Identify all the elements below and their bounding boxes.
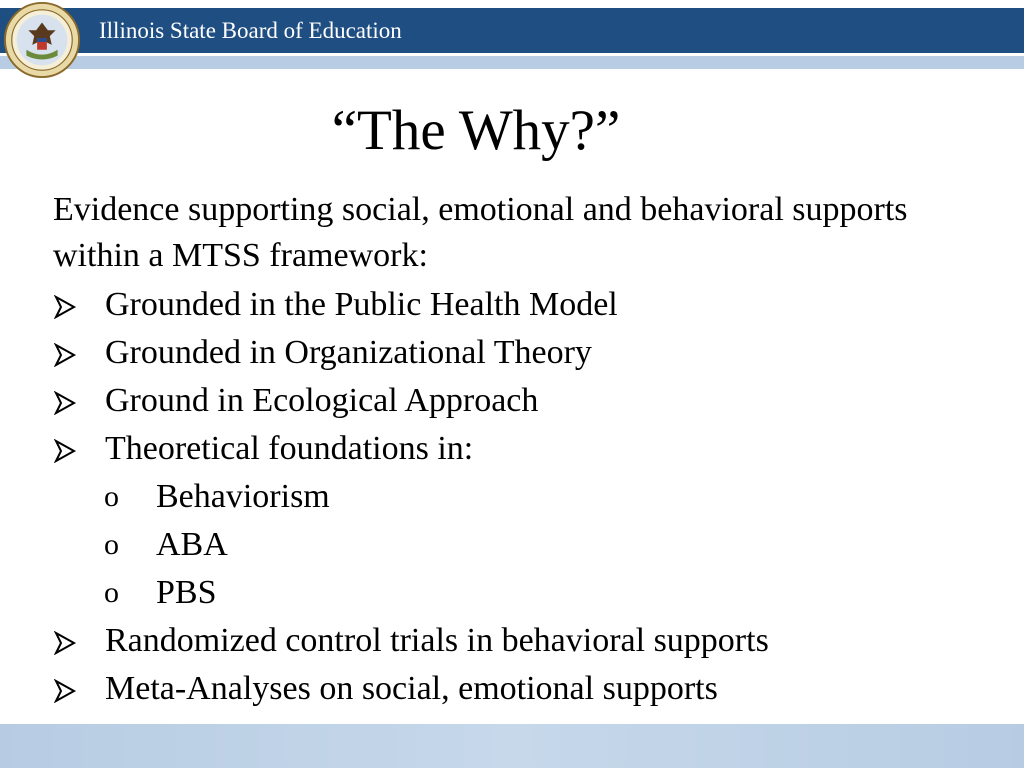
- sub-list-item: [53, 569, 973, 617]
- list-item-text: Grounded in the Public Health Model: [105, 286, 618, 323]
- sub-list-item: [53, 521, 973, 569]
- sub-list-item-text: Behaviorism: [156, 478, 330, 515]
- list-item: [53, 377, 973, 425]
- circle-bullet-marker: o: [104, 528, 119, 561]
- list-item-text: Randomized control trials in behavioral supports: [105, 622, 769, 659]
- list-item-text: Theoretical foundations in:: [105, 430, 474, 467]
- arrow-bullet-icon: [53, 329, 105, 377]
- slide-body: [53, 187, 973, 713]
- list-item-text: Grounded in Organizational Theory: [105, 334, 592, 371]
- bullet-list: [53, 281, 973, 713]
- list-item: [53, 617, 973, 665]
- arrow-bullet-icon: [53, 617, 105, 665]
- list-item: [53, 425, 973, 473]
- sub-list-item-text: PBS: [156, 574, 217, 611]
- footer-bar: [0, 724, 1024, 768]
- arrow-bullet-icon: [53, 281, 105, 329]
- arrow-bullet-icon: [53, 665, 105, 713]
- sub-list-item: [53, 473, 973, 521]
- intro-text: Evidence supporting social, emotional and behavioral supports within a MTSS framework:: [53, 191, 908, 274]
- list-item: [53, 665, 973, 713]
- circle-bullet-marker: o: [104, 576, 119, 609]
- state-seal-logo: [3, 1, 81, 79]
- list-item: [53, 281, 973, 329]
- slide-title: “The Why?”: [331, 99, 621, 162]
- organization-name: Illinois State Board of Education: [99, 18, 402, 43]
- sub-list-item-text: ABA: [156, 526, 228, 563]
- arrow-bullet-icon: [53, 425, 105, 473]
- circle-bullet-marker: o: [104, 480, 119, 513]
- arrow-bullet-icon: [53, 377, 105, 425]
- list-item-text: Ground in Ecological Approach: [105, 382, 539, 419]
- list-item-text: Meta-Analyses on social, emotional supports: [105, 670, 718, 707]
- list-item: [53, 329, 973, 377]
- header-accent-stripe: [0, 56, 1024, 69]
